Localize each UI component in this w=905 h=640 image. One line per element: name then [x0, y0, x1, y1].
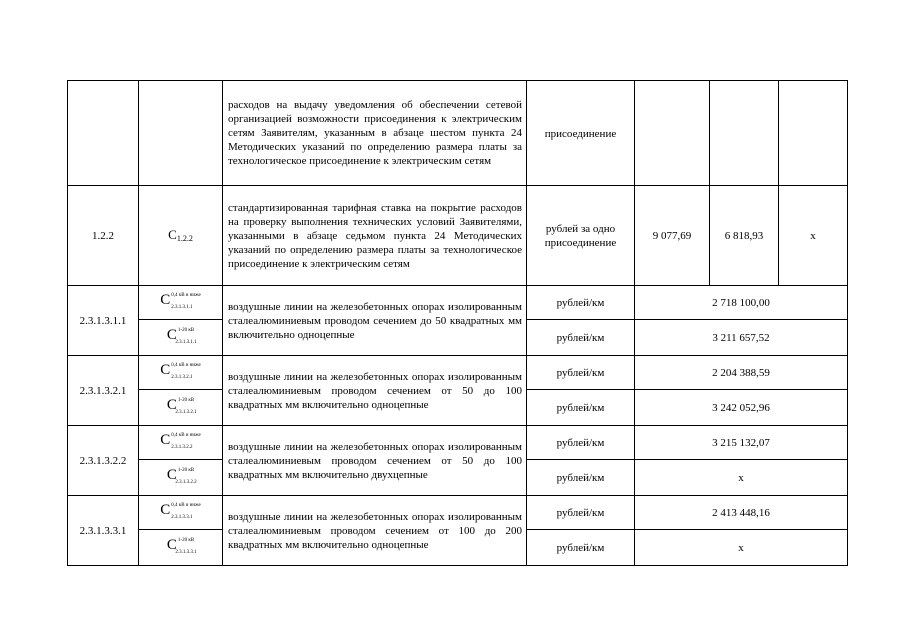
voltage-superscript: 1-20 кВ [177, 398, 195, 403]
description-cell: воздушные линии на железобетонных опорах изолированным сталеалюминиевым проводом сечением от 50 до 100 квадратных мм включительно одноцепные [223, 356, 527, 426]
table-row [68, 496, 848, 530]
value-cell: х [635, 530, 848, 566]
table-row [68, 186, 848, 286]
value-cell: 3 242 052,96 [635, 390, 848, 426]
description-cell: стандартизированная тарифная ставка на покрытие расходов на проверку выполнения технических условий Заявителями, указанными в абзаце седьмом пункта 24 Методических указаний по определению размера платы за технологическое присоединение к электрическим сетям [223, 186, 527, 286]
rate-symbol-subscript: 1.2.2 [176, 234, 193, 243]
code-cell [68, 81, 139, 186]
tariff-table [67, 80, 848, 566]
rate-symbol-subscript: 2.3.1.3.2.1 [171, 375, 193, 380]
value-cell: 9 077,69 [635, 186, 710, 286]
unit-cell: присоединение [527, 81, 635, 186]
value-cell [779, 81, 848, 186]
voltage-superscript: 1-20 кВ [177, 468, 195, 473]
rate-symbol-subscript: 2.3.1.3.1.1 [175, 340, 197, 345]
value-cell: 6 818,93 [710, 186, 779, 286]
code-cell: 2.3.1.3.1.1 [68, 286, 139, 356]
description-cell: воздушные линии на железобетонных опорах изолированным сталеалюминиевым проводом сечением до 50 квадратных мм включительно одноцепные [223, 286, 527, 356]
rate-symbol: C [160, 292, 171, 308]
value-cell: 3 211 657,52 [635, 320, 848, 356]
rate-symbol: C [160, 432, 171, 448]
rate-symbol-subscript: 2.3.1.3.2.2 [175, 480, 197, 485]
value-cell [635, 81, 710, 186]
value-cell: х [779, 186, 848, 286]
code-cell: 2.3.1.3.2.1 [68, 356, 139, 426]
voltage-superscript: 0,4 кВ и ниже [171, 363, 201, 368]
rate-symbol-subscript: 2.3.1.3.1.1 [171, 305, 193, 310]
unit-cell: рублей/км [527, 320, 635, 356]
symbol-cell [139, 460, 223, 496]
unit-cell: рублей/км [527, 460, 635, 496]
code-cell: 2.3.1.3.3.1 [68, 496, 139, 566]
value-cell: 3 215 132,07 [635, 426, 848, 460]
rate-symbol: C [160, 502, 171, 518]
unit-cell: рублей/км [527, 390, 635, 426]
voltage-superscript: 0,4 кВ и ниже [171, 433, 201, 438]
rate-symbol-subscript: 2.3.1.3.2.1 [175, 410, 197, 415]
unit-cell: рублей/км [527, 530, 635, 566]
value-cell: 2 413 448,16 [635, 496, 848, 530]
table-row [68, 356, 848, 390]
symbol-cell [139, 320, 223, 356]
symbol-cell [139, 81, 223, 186]
rate-symbol: C [168, 227, 177, 242]
voltage-superscript: 0,4 кВ и ниже [171, 503, 201, 508]
rate-symbol-subscript: 2.3.1.3.3.1 [175, 550, 197, 555]
description-cell: воздушные линии на железобетонных опорах изолированным сталеалюминиевым проводом сечением от 50 до 100 квадратных мм включительно двухцепные [223, 426, 527, 496]
voltage-superscript: 0,4 кВ и ниже [171, 293, 201, 298]
unit-cell: рублей/км [527, 356, 635, 390]
table-row [68, 286, 848, 320]
symbol-cell [139, 390, 223, 426]
symbol-cell [139, 286, 223, 320]
value-cell: 2 204 388,59 [635, 356, 848, 390]
value-cell: х [635, 460, 848, 496]
symbol-cell [139, 530, 223, 566]
symbol-cell [139, 356, 223, 390]
value-cell [710, 81, 779, 186]
code-cell: 2.3.1.3.2.2 [68, 426, 139, 496]
rate-symbol: C [166, 397, 177, 413]
unit-cell: рублей/км [527, 286, 635, 320]
table-row [68, 81, 848, 186]
description-cell: воздушные линии на железобетонных опорах изолированным сталеалюминиевым проводом сечением от 100 до 200 квадратных мм включительно одноцепные [223, 496, 527, 566]
symbol-cell [139, 186, 223, 286]
unit-cell: рублей/км [527, 426, 635, 460]
symbol-cell [139, 426, 223, 460]
table-row [68, 426, 848, 460]
voltage-superscript: 1-20 кВ [177, 538, 195, 543]
value-cell: 2 718 100,00 [635, 286, 848, 320]
unit-cell: рублей/км [527, 496, 635, 530]
description-cell: расходов на выдачу уведомления об обеспечении сетевой организацией возможности присоединения к электрическим сетям Заявителям, указанным в абзаце шестом пункта 24 Методических указаний по определению размера платы за технологическое присоединение к электрическим сетям [223, 81, 527, 186]
rate-symbol: C [160, 362, 171, 378]
code-cell: 1.2.2 [68, 186, 139, 286]
rate-symbol: C [166, 327, 177, 343]
rate-symbol: C [166, 537, 177, 553]
rate-symbol: C [166, 467, 177, 483]
unit-cell: рублей за одно присоединение [527, 186, 635, 286]
voltage-superscript: 1-20 кВ [177, 328, 195, 333]
rate-symbol-subscript: 2.3.1.3.3.1 [171, 515, 193, 520]
rate-symbol-subscript: 2.3.1.3.2.2 [171, 445, 193, 450]
symbol-cell [139, 496, 223, 530]
